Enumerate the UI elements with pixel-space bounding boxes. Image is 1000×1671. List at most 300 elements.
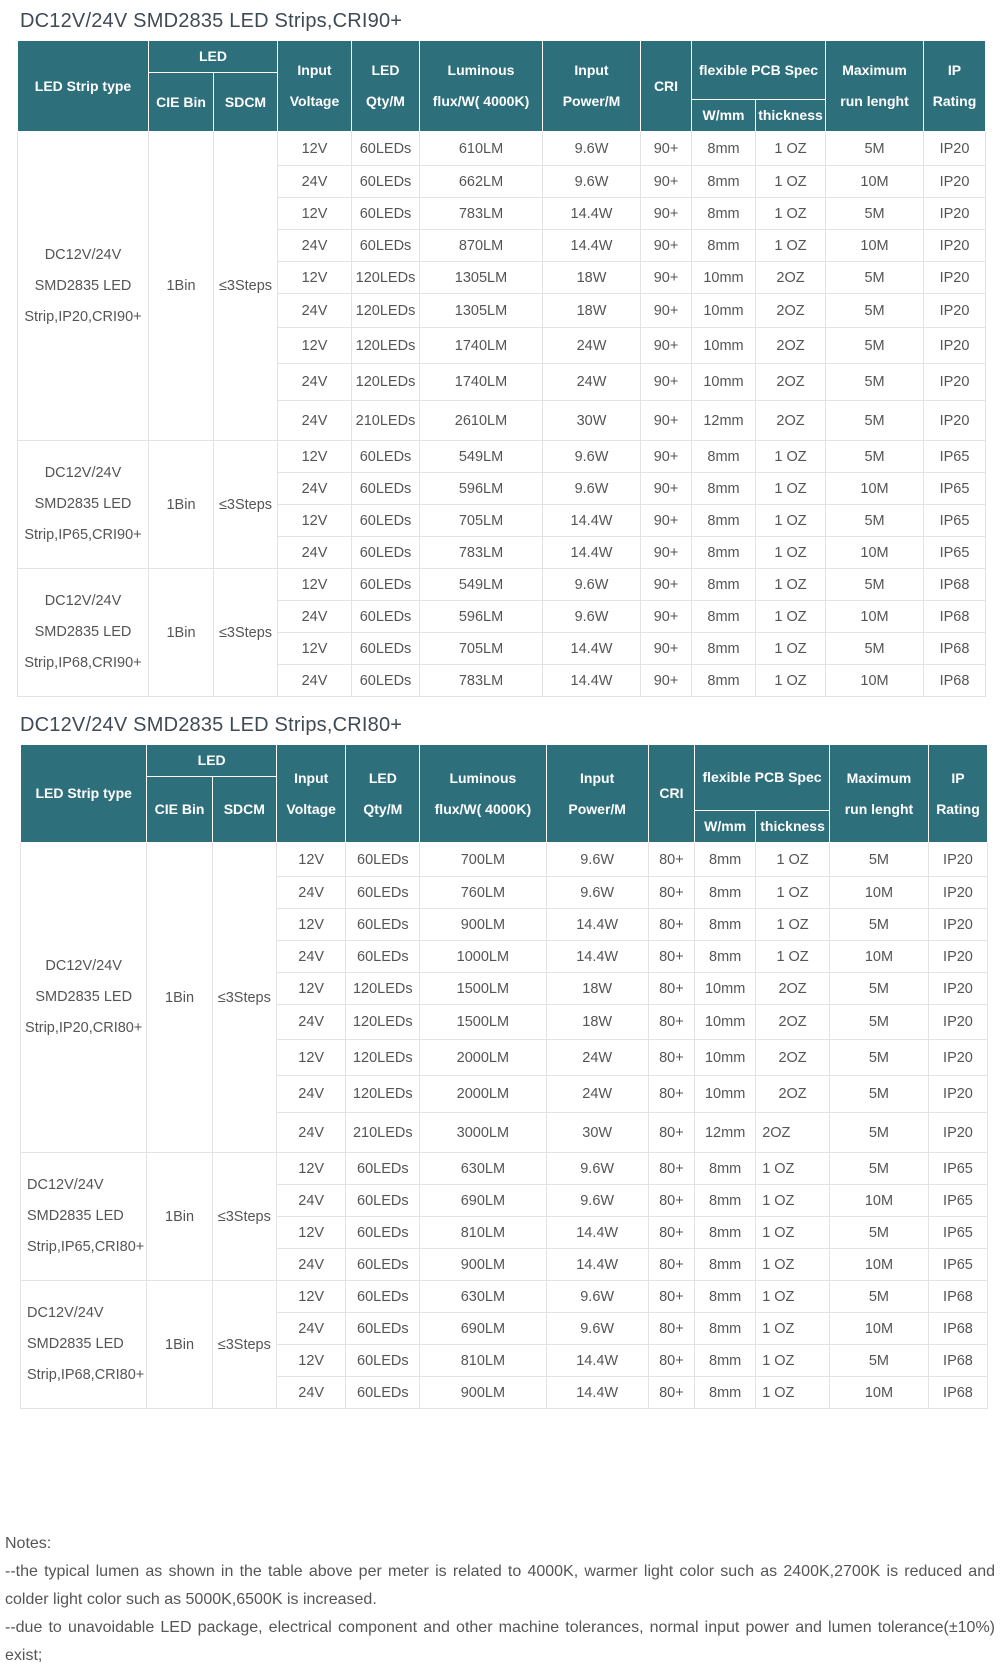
luminous-flux-cell: 1500LM — [420, 1005, 546, 1040]
ip-rating-cell: IP65 — [924, 441, 986, 473]
ip-rating-cell: IP68 — [924, 633, 986, 665]
pcb-width-cell: 8mm — [692, 601, 756, 633]
led-qty-cell: 60LEDs — [346, 1281, 420, 1313]
input-voltage-cell: 12V — [278, 633, 352, 665]
luminous-flux-cell: 549LM — [420, 569, 543, 601]
header-led-qty: LED Qty/M — [352, 41, 420, 132]
luminous-flux-cell: 3000LM — [420, 1113, 546, 1153]
cri-cell: 80+ — [648, 1377, 694, 1409]
pcb-width-cell: 8mm — [692, 198, 756, 230]
luminous-flux-cell: 596LM — [420, 601, 543, 633]
input-voltage-cell: 12V — [276, 909, 346, 941]
ip-rating-cell: IP20 — [924, 166, 986, 198]
max-run-cell: 5M — [829, 1005, 928, 1040]
pcb-width-cell: 12mm — [692, 401, 756, 441]
header-luminous-flux: Luminous flux/W( 4000K) — [420, 41, 543, 132]
table-header — [21, 745, 988, 843]
ip-rating-cell: IP68 — [924, 569, 986, 601]
strip-type-cell — [21, 1153, 147, 1281]
led-qty-cell: 60LEDs — [352, 132, 420, 166]
header-max-run: Maximum run lenght — [829, 745, 928, 843]
table-body — [21, 843, 988, 1409]
luminous-flux-cell: 1305LM — [420, 262, 543, 294]
pcb-width-cell: 8mm — [695, 877, 756, 909]
led-qty-cell: 60LEDs — [352, 505, 420, 537]
led-qty-cell: 60LEDs — [346, 1345, 420, 1377]
ip-rating-cell: IP65 — [928, 1217, 987, 1249]
cri-cell: 90+ — [641, 665, 692, 697]
input-power-cell: 18W — [546, 1005, 648, 1040]
cri-cell: 90+ — [641, 441, 692, 473]
led-qty-cell: 60LEDs — [352, 633, 420, 665]
header-input-power: Input Power/M — [543, 41, 641, 132]
strip-type-line: DC12V/24V — [44, 246, 122, 263]
sdcm-cell: ≤3Steps — [214, 569, 278, 697]
strip-type-line: DC12V/24V — [44, 593, 122, 609]
led-qty-cell: 120LEDs — [352, 294, 420, 328]
led-qty-cell: 120LEDs — [346, 1076, 420, 1113]
pcb-width-cell: 8mm — [695, 1153, 756, 1185]
table-row — [21, 843, 988, 877]
led-qty-cell: 60LEDs — [352, 665, 420, 697]
input-voltage-cell: 24V — [276, 1113, 346, 1153]
header-pcb-thickness: thickness — [756, 100, 826, 132]
cri-cell: 80+ — [648, 1040, 694, 1076]
header-cie-bin: CIE Bin — [147, 777, 212, 843]
pcb-width-cell: 8mm — [692, 473, 756, 505]
pcb-thickness-cell: 1 OZ — [756, 1313, 830, 1345]
input-voltage-cell: 24V — [276, 1313, 346, 1345]
max-run-cell: 5M — [829, 1076, 928, 1113]
pcb-thickness-cell: 1 OZ — [756, 230, 826, 262]
pcb-width-cell: 8mm — [692, 230, 756, 262]
header-max-run: Maximum run lenght — [826, 41, 924, 132]
max-run-cell: 5M — [826, 198, 924, 230]
max-run-cell: 10M — [826, 537, 924, 569]
ip-rating-cell: IP68 — [928, 1313, 987, 1345]
strip-type-cell — [18, 441, 149, 569]
input-voltage-cell: 12V — [278, 262, 352, 294]
notes-section — [5, 1530, 995, 1670]
sdcm-cell: ≤3Steps — [212, 843, 276, 1153]
strip-type-cell — [21, 843, 147, 1153]
luminous-flux-cell: 705LM — [420, 505, 543, 537]
input-power-cell: 24W — [543, 364, 641, 401]
input-voltage-cell: 24V — [278, 294, 352, 328]
cri-cell: 90+ — [641, 364, 692, 401]
ip-rating-cell: IP20 — [924, 364, 986, 401]
led-qty-cell: 60LEDs — [352, 166, 420, 198]
notes-heading: Notes: — [5, 1535, 52, 1552]
input-voltage-cell: 24V — [276, 1185, 346, 1217]
luminous-flux-cell: 2610LM — [420, 401, 543, 441]
led-qty-cell: 120LEDs — [346, 973, 420, 1005]
note-item: --the typical lumen as shown in the table above per meter is related to 4000K, warmer light color such as 2400K,2700K is reduced and colder light color such as 5000K,6500K is increased. — [5, 1563, 995, 1608]
pcb-width-cell: 8mm — [692, 166, 756, 198]
input-power-cell: 9.6W — [546, 1153, 648, 1185]
pcb-width-cell: 8mm — [695, 843, 756, 877]
input-voltage-cell: 24V — [276, 941, 346, 973]
ip-rating-cell: IP20 — [928, 1005, 987, 1040]
pcb-width-cell: 8mm — [695, 1185, 756, 1217]
cri-cell: 90+ — [641, 505, 692, 537]
strip-type-line: Strip,IP65,CRI80+ — [27, 1239, 145, 1255]
ip-rating-cell: IP20 — [928, 1113, 987, 1153]
pcb-width-cell: 8mm — [692, 569, 756, 601]
strip-type-cell — [18, 132, 149, 441]
pcb-thickness-cell: 2OZ — [756, 1113, 830, 1153]
pcb-thickness-cell: 2OZ — [756, 401, 826, 441]
cie-bin-cell: 1Bin — [147, 1281, 212, 1409]
input-power-cell: 14.4W — [543, 665, 641, 697]
max-run-cell: 10M — [826, 473, 924, 505]
input-voltage-cell: 12V — [278, 441, 352, 473]
pcb-thickness-cell: 2OZ — [756, 1076, 830, 1113]
cri-cell: 90+ — [641, 328, 692, 364]
input-power-cell: 24W — [543, 328, 641, 364]
pcb-thickness-cell: 1 OZ — [756, 537, 826, 569]
input-power-cell: 14.4W — [546, 1249, 648, 1281]
input-voltage-cell: 12V — [276, 1281, 346, 1313]
input-power-cell: 14.4W — [543, 633, 641, 665]
header-ip-rating: IP Rating — [924, 41, 986, 132]
cie-bin-cell: 1Bin — [149, 441, 214, 569]
max-run-cell: 10M — [829, 1249, 928, 1281]
pcb-width-cell: 10mm — [692, 262, 756, 294]
pcb-thickness-cell: 1 OZ — [756, 633, 826, 665]
ip-rating-cell: IP20 — [928, 973, 987, 1005]
led-qty-cell: 60LEDs — [352, 473, 420, 505]
max-run-cell: 5M — [826, 441, 924, 473]
input-power-cell: 9.6W — [543, 132, 641, 166]
input-voltage-cell: 12V — [278, 132, 352, 166]
ip-rating-cell: IP20 — [928, 909, 987, 941]
pcb-thickness-cell: 2OZ — [756, 1005, 830, 1040]
cri-cell: 80+ — [648, 1005, 694, 1040]
max-run-cell: 10M — [826, 166, 924, 198]
ip-rating-cell: IP20 — [924, 230, 986, 262]
ip-rating-cell: IP68 — [928, 1281, 987, 1313]
header-input-voltage: Input Voltage — [278, 41, 352, 132]
header-cri: CRI — [648, 745, 694, 843]
table-1-title: DC12V/24V SMD2835 LED Strips,CRI90+ — [20, 10, 403, 32]
ip-rating-cell: IP20 — [924, 328, 986, 364]
cri-cell: 90+ — [641, 230, 692, 262]
led-qty-cell: 60LEDs — [346, 1217, 420, 1249]
input-voltage-cell: 24V — [278, 665, 352, 697]
led-qty-cell: 60LEDs — [346, 843, 420, 877]
table-header — [18, 41, 986, 132]
max-run-cell: 10M — [829, 1377, 928, 1409]
ip-rating-cell: IP65 — [924, 537, 986, 569]
luminous-flux-cell: 1305LM — [420, 294, 543, 328]
table-row — [21, 1153, 988, 1185]
cri-cell: 80+ — [648, 1249, 694, 1281]
input-power-cell: 14.4W — [543, 505, 641, 537]
table-2-title: DC12V/24V SMD2835 LED Strips,CRI80+ — [20, 714, 403, 736]
luminous-flux-cell: 596LM — [420, 473, 543, 505]
input-voltage-cell: 24V — [276, 1005, 346, 1040]
pcb-width-cell: 8mm — [692, 132, 756, 166]
max-run-cell: 5M — [826, 132, 924, 166]
luminous-flux-cell: 1740LM — [420, 364, 543, 401]
pcb-thickness-cell: 1 OZ — [756, 1185, 830, 1217]
ip-rating-cell: IP20 — [924, 132, 986, 166]
pcb-thickness-cell: 1 OZ — [756, 1217, 830, 1249]
max-run-cell: 5M — [829, 1281, 928, 1313]
spec-table-cri80 — [20, 744, 988, 1409]
pcb-thickness-cell: 1 OZ — [756, 441, 826, 473]
ip-rating-cell: IP20 — [928, 877, 987, 909]
pcb-thickness-cell: 1 OZ — [756, 569, 826, 601]
input-power-cell: 14.4W — [546, 941, 648, 973]
pcb-width-cell: 8mm — [695, 1217, 756, 1249]
cri-cell: 90+ — [641, 473, 692, 505]
pcb-width-cell: 10mm — [692, 364, 756, 401]
pcb-width-cell: 8mm — [695, 1345, 756, 1377]
luminous-flux-cell: 900LM — [420, 909, 546, 941]
ip-rating-cell: IP65 — [928, 1185, 987, 1217]
pcb-width-cell: 8mm — [692, 537, 756, 569]
cie-bin-cell: 1Bin — [149, 132, 214, 441]
input-power-cell: 14.4W — [543, 230, 641, 262]
input-power-cell: 24W — [546, 1076, 648, 1113]
input-voltage-cell: 12V — [278, 198, 352, 230]
pcb-thickness-cell: 1 OZ — [756, 198, 826, 230]
ip-rating-cell: IP20 — [924, 401, 986, 441]
table-row — [18, 441, 986, 473]
max-run-cell: 5M — [826, 633, 924, 665]
pcb-thickness-cell: 1 OZ — [756, 909, 830, 941]
ip-rating-cell: IP20 — [928, 941, 987, 973]
led-qty-cell: 120LEDs — [346, 1005, 420, 1040]
sdcm-cell: ≤3Steps — [212, 1153, 276, 1281]
cie-bin-cell: 1Bin — [147, 1153, 212, 1281]
luminous-flux-cell: 1500LM — [420, 973, 546, 1005]
header-sdcm: SDCM — [214, 73, 278, 132]
table-row — [18, 569, 986, 601]
strip-type-cell — [21, 1281, 147, 1409]
cri-cell: 80+ — [648, 941, 694, 973]
cri-cell: 90+ — [641, 132, 692, 166]
ip-rating-cell: IP65 — [924, 473, 986, 505]
strip-type-line: Strip,IP68,CRI90+ — [24, 655, 142, 671]
pcb-width-cell: 8mm — [695, 1249, 756, 1281]
input-voltage-cell: 24V — [276, 1249, 346, 1281]
cri-cell: 80+ — [648, 1313, 694, 1345]
header-led: LED — [147, 745, 277, 777]
led-qty-cell: 120LEDs — [352, 262, 420, 294]
cri-cell: 90+ — [641, 166, 692, 198]
max-run-cell: 5M — [829, 1345, 928, 1377]
cri-cell: 80+ — [648, 909, 694, 941]
pcb-thickness-cell: 1 OZ — [756, 1281, 830, 1313]
header-input-voltage: Input Voltage — [276, 745, 346, 843]
luminous-flux-cell: 610LM — [420, 132, 543, 166]
strip-type-cell — [18, 569, 149, 697]
header-led: LED — [149, 41, 278, 73]
input-voltage-cell: 12V — [278, 328, 352, 364]
ip-rating-cell: IP68 — [928, 1377, 987, 1409]
input-voltage-cell: 12V — [276, 843, 346, 877]
ip-rating-cell: IP20 — [928, 1040, 987, 1076]
cri-cell: 80+ — [648, 1345, 694, 1377]
cri-cell: 80+ — [648, 1185, 694, 1217]
ip-rating-cell: IP20 — [924, 294, 986, 328]
input-power-cell: 14.4W — [546, 909, 648, 941]
pcb-thickness-cell: 2OZ — [756, 262, 826, 294]
cri-cell: 90+ — [641, 537, 692, 569]
header-strip-type: LED Strip type — [18, 41, 149, 132]
header-led-qty: LED Qty/M — [346, 745, 420, 843]
input-voltage-cell: 12V — [276, 1345, 346, 1377]
ip-rating-cell: IP65 — [924, 505, 986, 537]
luminous-flux-cell: 690LM — [420, 1185, 546, 1217]
luminous-flux-cell: 870LM — [420, 230, 543, 262]
pcb-width-cell: 10mm — [692, 328, 756, 364]
input-voltage-cell: 24V — [278, 364, 352, 401]
sdcm-cell: ≤3Steps — [214, 132, 278, 441]
cri-cell: 90+ — [641, 294, 692, 328]
strip-type-line: Strip,IP68,CRI80+ — [27, 1367, 145, 1383]
led-qty-cell: 60LEDs — [346, 1185, 420, 1217]
luminous-flux-cell: 690LM — [420, 1313, 546, 1345]
input-power-cell: 9.6W — [543, 441, 641, 473]
max-run-cell: 5M — [826, 505, 924, 537]
pcb-width-cell: 8mm — [695, 1313, 756, 1345]
input-power-cell: 9.6W — [546, 1281, 648, 1313]
note-item: --due to unavoidable LED package, electrical component and other machine tolerances, normal input power and lumen tolerance(±10%) exist; — [5, 1619, 995, 1664]
max-run-cell: 10M — [829, 1185, 928, 1217]
pcb-thickness-cell: 1 OZ — [756, 1377, 830, 1409]
input-voltage-cell: 24V — [278, 230, 352, 262]
pcb-thickness-cell: 1 OZ — [756, 1345, 830, 1377]
ip-rating-cell: IP20 — [928, 1076, 987, 1113]
strip-type-line: SMD2835 LED — [27, 1336, 124, 1352]
input-power-cell: 9.6W — [546, 1313, 648, 1345]
luminous-flux-cell: 810LM — [420, 1217, 546, 1249]
strip-type-line: Strip,IP20,CRI90+ — [24, 308, 142, 325]
luminous-flux-cell: 1740LM — [420, 328, 543, 364]
sdcm-cell: ≤3Steps — [214, 441, 278, 569]
cri-cell: 80+ — [648, 877, 694, 909]
strip-type-line: SMD2835 LED — [34, 624, 132, 640]
led-qty-cell: 210LEDs — [346, 1113, 420, 1153]
max-run-cell: 5M — [826, 328, 924, 364]
pcb-width-cell: 10mm — [695, 1040, 756, 1076]
pcb-width-cell: 8mm — [692, 665, 756, 697]
pcb-thickness-cell: 2OZ — [756, 1040, 830, 1076]
max-run-cell: 10M — [829, 877, 928, 909]
ip-rating-cell: IP20 — [928, 843, 987, 877]
ip-rating-cell: IP65 — [928, 1249, 987, 1281]
ip-rating-cell: IP65 — [928, 1153, 987, 1185]
led-qty-cell: 120LEDs — [352, 328, 420, 364]
pcb-width-cell: 8mm — [692, 633, 756, 665]
header-ip-rating: IP Rating — [928, 745, 987, 843]
luminous-flux-cell: 1000LM — [420, 941, 546, 973]
input-voltage-cell: 12V — [276, 1153, 346, 1185]
strip-type-line: Strip,IP65,CRI90+ — [24, 527, 142, 543]
header-strip-type: LED Strip type — [21, 745, 147, 843]
pcb-width-cell: 10mm — [692, 294, 756, 328]
header-pcb-spec: flexible PCB Spec — [692, 41, 826, 100]
pcb-width-cell: 8mm — [695, 909, 756, 941]
input-voltage-cell: 24V — [276, 1377, 346, 1409]
input-power-cell: 9.6W — [543, 166, 641, 198]
max-run-cell: 10M — [826, 665, 924, 697]
header-cie-bin: CIE Bin — [149, 73, 214, 132]
max-run-cell: 5M — [826, 569, 924, 601]
ip-rating-cell: IP68 — [928, 1345, 987, 1377]
ip-rating-cell: IP68 — [924, 665, 986, 697]
cri-cell: 90+ — [641, 401, 692, 441]
cri-cell: 90+ — [641, 601, 692, 633]
cri-cell: 80+ — [648, 973, 694, 1005]
input-power-cell: 24W — [546, 1040, 648, 1076]
led-qty-cell: 60LEDs — [352, 230, 420, 262]
luminous-flux-cell: 2000LM — [420, 1076, 546, 1113]
spec-table-cri90 — [17, 40, 986, 697]
luminous-flux-cell: 630LM — [420, 1281, 546, 1313]
max-run-cell: 5M — [829, 1153, 928, 1185]
led-qty-cell: 120LEDs — [346, 1040, 420, 1076]
input-power-cell: 9.6W — [543, 569, 641, 601]
luminous-flux-cell: 783LM — [420, 198, 543, 230]
pcb-thickness-cell: 1 OZ — [756, 1153, 830, 1185]
pcb-width-cell: 12mm — [695, 1113, 756, 1153]
input-voltage-cell: 24V — [278, 473, 352, 505]
input-power-cell: 30W — [546, 1113, 648, 1153]
input-power-cell: 14.4W — [546, 1345, 648, 1377]
led-qty-cell: 210LEDs — [352, 401, 420, 441]
max-run-cell: 5M — [829, 1040, 928, 1076]
header-cri: CRI — [641, 41, 692, 132]
strip-type-line: SMD2835 LED — [35, 989, 133, 1005]
cie-bin-cell: 1Bin — [149, 569, 214, 697]
input-voltage-cell: 12V — [276, 1040, 346, 1076]
input-power-cell: 30W — [543, 401, 641, 441]
pcb-thickness-cell: 2OZ — [756, 364, 826, 401]
input-power-cell: 9.6W — [546, 1185, 648, 1217]
pcb-thickness-cell: 1 OZ — [756, 843, 830, 877]
input-power-cell: 9.6W — [543, 601, 641, 633]
max-run-cell: 10M — [826, 230, 924, 262]
header-pcb-width: W/mm — [695, 811, 756, 843]
cri-cell: 90+ — [641, 198, 692, 230]
input-power-cell: 18W — [543, 262, 641, 294]
input-power-cell: 9.6W — [546, 843, 648, 877]
ip-rating-cell: IP68 — [924, 601, 986, 633]
led-qty-cell: 60LEDs — [346, 1249, 420, 1281]
pcb-width-cell: 8mm — [695, 941, 756, 973]
input-power-cell: 18W — [546, 973, 648, 1005]
input-voltage-cell: 12V — [276, 973, 346, 1005]
input-voltage-cell: 24V — [276, 1076, 346, 1113]
pcb-thickness-cell: 2OZ — [756, 294, 826, 328]
input-voltage-cell: 12V — [278, 505, 352, 537]
max-run-cell: 5M — [829, 1217, 928, 1249]
pcb-thickness-cell: 1 OZ — [756, 473, 826, 505]
luminous-flux-cell: 783LM — [420, 537, 543, 569]
input-voltage-cell: 12V — [276, 1217, 346, 1249]
luminous-flux-cell: 900LM — [420, 1377, 546, 1409]
header-pcb-spec: flexible PCB Spec — [695, 745, 830, 811]
pcb-width-cell: 10mm — [695, 1005, 756, 1040]
input-power-cell: 14.4W — [546, 1377, 648, 1409]
ip-rating-cell: IP20 — [924, 198, 986, 230]
pcb-thickness-cell: 2OZ — [756, 328, 826, 364]
